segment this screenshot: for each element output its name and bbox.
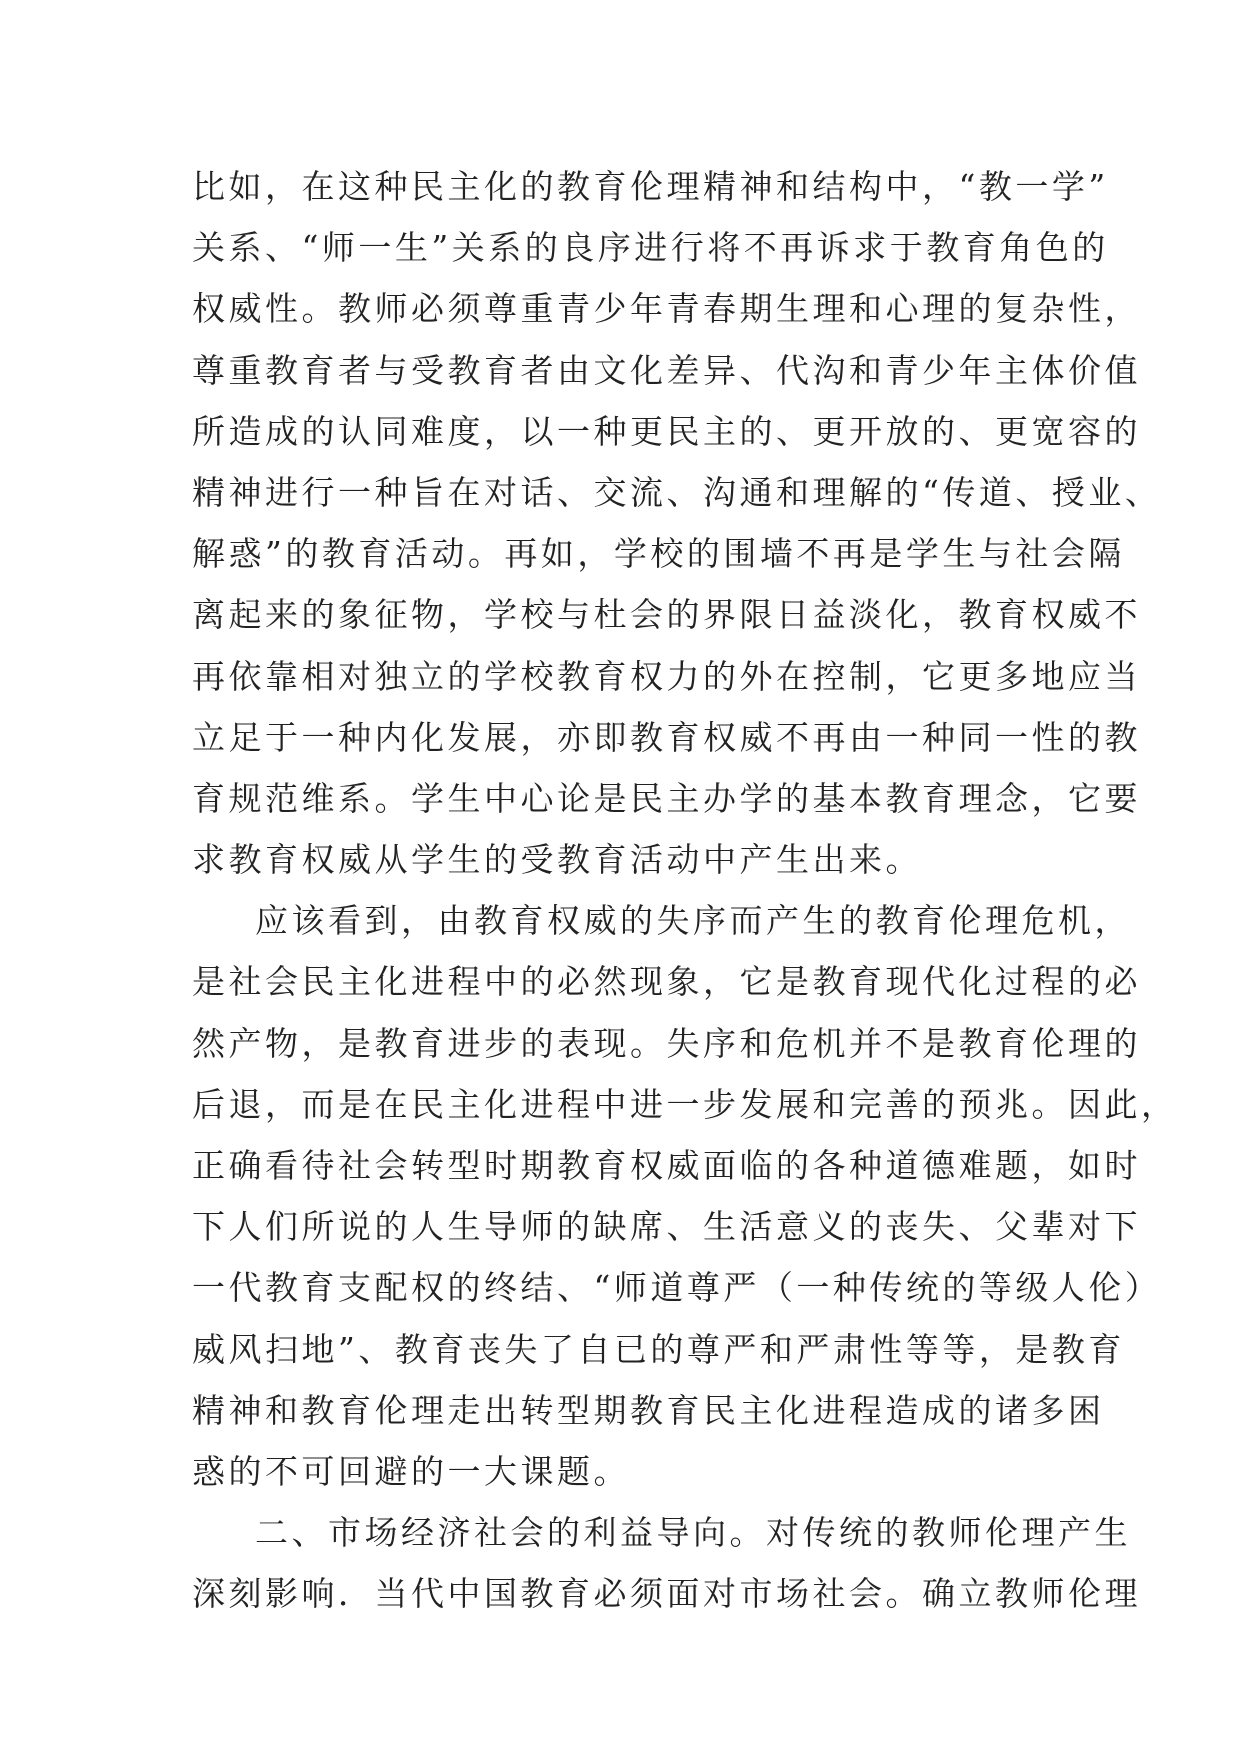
text-line: 威风扫地”、教育丧失了自已的尊严和严肃性等等，是教育	[192, 1329, 1125, 1369]
text-line: 立足于一种内化发展，亦即教育权威不再由一种同一性的教	[192, 717, 1141, 757]
text-line: 惑的不可回避的一大课题。	[192, 1451, 630, 1491]
text-line: 求教育权威从学生的受教育活动中产生出来。	[192, 840, 922, 880]
text-line: 精神进行一种旨在对话、交流、沟通和理解的“传道、授业、	[192, 472, 1162, 512]
text-line: 比如，在这种民主化的教育伦理精神和结构中，“教一学”	[192, 167, 1109, 206]
text-line: 深刻影响．当代中国教育必须面对市场社会。确立教师伦理	[192, 1574, 1141, 1614]
body-text	[192, 156, 1178, 1625]
text-line: 关系、“师一生”关系的良序进行将不再诉求于教育角色的	[192, 228, 1109, 268]
text-line: 所造成的认同难度，以一种更民主的、更开放的、更宽容的	[192, 411, 1141, 451]
text-line: 后退，而是在民主化进程中进一步发展和完善的预兆。因此，	[192, 1084, 1178, 1124]
text-line: 解惑”的教育活动。再如，学校的围墙不再是学生与社会隔	[192, 534, 1125, 574]
paragraph-start-line: 二、市场经济社会的利益导向。对传统的教师伦理产生	[255, 1513, 1131, 1553]
text-line: 一代教育支配权的终结、“师道尊严（一种传统的等级人伦）	[192, 1268, 1162, 1308]
text-line: 正确看待社会转型时期教育权威面临的各种道德难题，如时	[192, 1146, 1141, 1185]
text-line: 离起来的象征物，学校与杜会的界限日益淡化，教育权威不	[192, 595, 1141, 635]
text-line: 权威性。教师必须尊重青少年青春期生理和心理的复杂性，	[192, 289, 1141, 329]
text-line: 是社会民主化进程中的必然现象，它是教育现代化过程的必	[192, 962, 1141, 1002]
text-line: 下人们所说的人生导师的缺席、生活意义的丧失、父辈对下	[192, 1207, 1141, 1247]
text-line: 再依靠相对独立的学校教育权力的外在控制，它更多地应当	[192, 656, 1141, 696]
text-line: 精神和教育伦理走出转型期教育民主化进程造成的诸多困	[192, 1390, 1105, 1430]
paragraph-start-line: 应该看到，由教育权威的失序而产生的教育伦理危机，	[255, 901, 1131, 941]
text-line: 然产物，是教育进步的表现。失序和危机并不是教育伦理的	[192, 1023, 1141, 1063]
text-line: 育规范维系。学生中心论是民主办学的基本教育理念，它要	[192, 778, 1141, 818]
text-line: 尊重教育者与受教育者由文化差异、代沟和青少年主体价值	[192, 350, 1141, 390]
